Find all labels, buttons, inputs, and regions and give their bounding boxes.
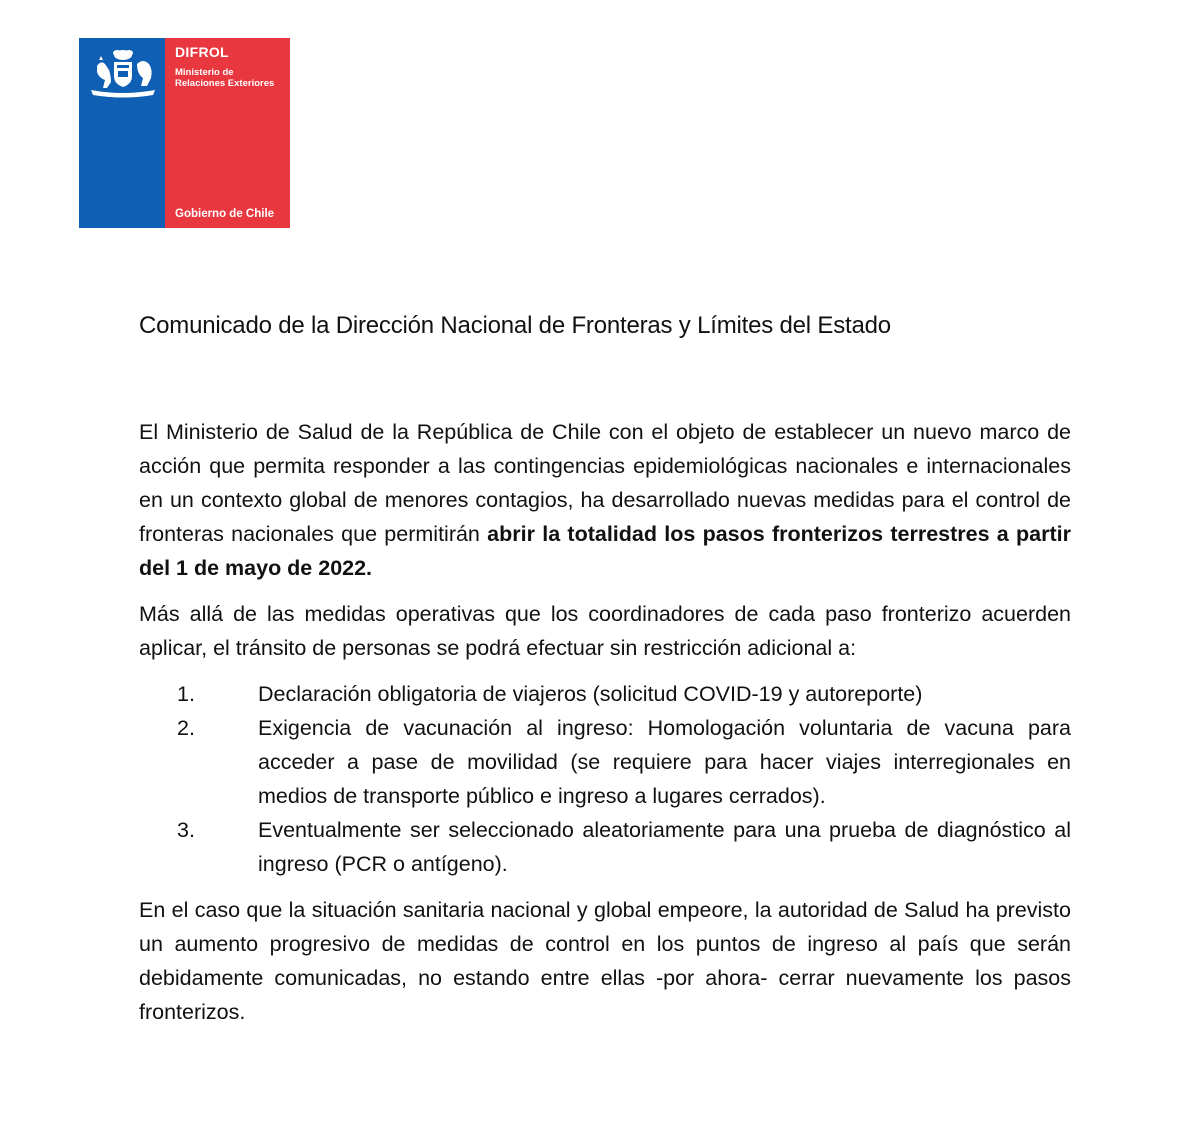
list-item-number: 2. bbox=[177, 716, 195, 740]
list-item-number: 3. bbox=[177, 818, 195, 842]
paragraph-intro-text: El Ministerio de Salud de la República de Chile con el objeto de establecer un nuevo marco de acción que permita responder a las contingencias epidemiológicas nacionales e internacionales en un contexto global de menores contagios, ha desarrollado nuevas medidas para el control de fronteras nacionales que permitirán bbox=[139, 420, 1071, 546]
paragraph-closing: En el caso que la situación sanitaria nacional y global empeore, la autoridad de Salud ha previsto un aumento progresivo de medidas de control en los puntos de ingreso al país que serán debidamente comunicadas, no estando entre ellas -por ahora- cerrar nuevamente los pasos fronterizos. bbox=[139, 898, 1071, 1024]
logo-red-panel bbox=[165, 38, 290, 228]
list-item bbox=[139, 813, 1071, 881]
coat-of-arms-icon bbox=[87, 46, 159, 102]
requirements-list bbox=[139, 677, 1071, 881]
logo-ministry-line2: Relaciones Exteriores bbox=[175, 78, 275, 89]
logo-ministry bbox=[175, 67, 274, 89]
document-title: Comunicado de la Dirección Nacional de Fronteras y Límites del Estado bbox=[139, 312, 891, 339]
list-item bbox=[139, 677, 1071, 711]
logo-ministry-line1: Ministerio de bbox=[175, 67, 234, 78]
list-item-text: Exigencia de vacunación al ingreso: Homologación voluntaria de vacuna para acceder a pase de movilidad (se requiere para hacer viajes interregionales en medios de transporte público e ingreso a lugares cerrados). bbox=[258, 716, 1071, 808]
list-item-number: 1. bbox=[177, 682, 195, 706]
logo-government: Gobierno de Chile bbox=[175, 208, 275, 220]
paragraph-intro bbox=[139, 415, 1071, 585]
difrol-logo bbox=[79, 38, 290, 228]
logo-brand: DIFROL bbox=[175, 44, 229, 60]
list-item-text: Eventualmente ser seleccionado aleatoriamente para una prueba de diagnóstico al ingreso (PCR o antígeno). bbox=[258, 818, 1071, 876]
paragraph-transit: Más allá de las medidas operativas que los coordinadores de cada paso fronterizo acuerden aplicar, el tránsito de personas se podrá efectuar sin restricción adicional a: bbox=[139, 602, 1071, 660]
document-body bbox=[139, 415, 1071, 1041]
list-item bbox=[139, 711, 1071, 813]
paragraph-intro-bold: abrir la totalidad los pasos fronterizos terrestres a partir del 1 de mayo de 2022. bbox=[139, 522, 1071, 580]
list-item-text: Declaración obligatoria de viajeros (solicitud COVID-19 y autoreporte) bbox=[258, 682, 923, 706]
logo-blue-panel bbox=[79, 38, 165, 228]
